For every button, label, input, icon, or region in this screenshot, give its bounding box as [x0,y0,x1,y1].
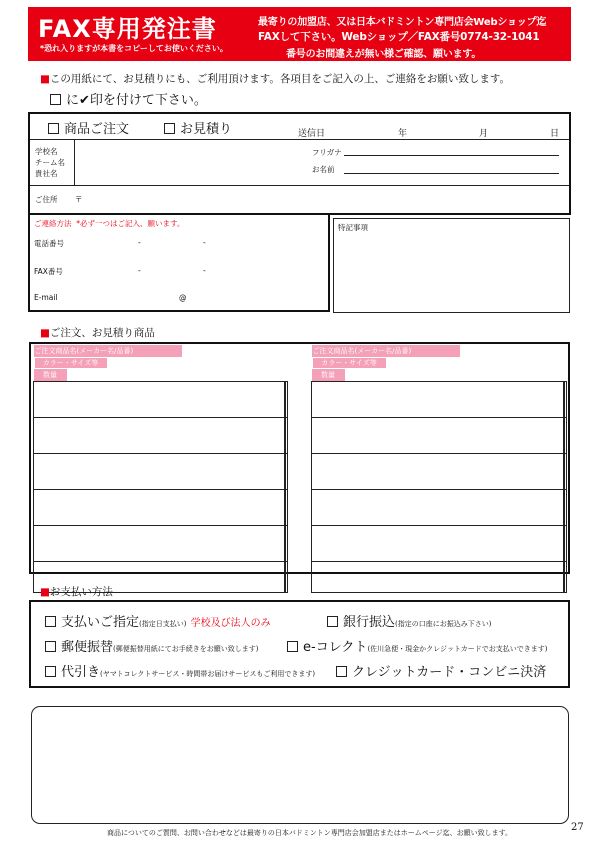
table-row[interactable] [312,526,567,562]
team-name-label: チーム名 [35,158,65,167]
table-row[interactable] [312,562,567,593]
table-row[interactable] [34,526,288,562]
products-table-left [33,345,288,593]
header-line-2: FAXして下さい。Webショップ／FAX番号0774-32-1041 [258,31,540,43]
credit-checkbox[interactable] [336,666,347,677]
email-label: E-mail [34,293,58,302]
payment-section-title: ■お支払い方法 [40,586,113,598]
table-row[interactable] [34,454,288,490]
remarks-box[interactable] [333,218,570,313]
payment-postal[interactable]: 郵便振替(郵便振替用紙にてお手続きをお願い致します) [45,636,258,655]
table-row[interactable] [34,382,288,418]
header-line-3: 番号のお間違えが無い様ご確認、願います。 [286,49,482,60]
footer-text: 商品についてのご質問、お問い合わせなどは最寄りの日本バドミントン専門店会加盟店またはホームページ迄、お願い致します。 [107,829,513,837]
col-color-size: カラー・サイズ等 [312,357,387,369]
products-section-title: ■ご注文、お見積り商品 [40,327,155,339]
day-label: 日 [550,129,560,139]
order-option[interactable]: 商品ご注文 [48,118,129,137]
phone-dash-2: - [203,238,206,247]
year-label: 年 [398,129,408,139]
estimate-checkbox[interactable] [164,123,175,134]
address-label: ご住所 [35,195,58,204]
col-quantity: 数量 [34,369,67,381]
payment-designated[interactable]: 支払いご指定(指定日支払い) 学校及び法人のみ [45,611,271,630]
fax-label: FAX番号 [34,267,63,276]
col-product-name: ご注文商品名(メーカー名/品番) [34,345,182,357]
ecollect-checkbox[interactable] [287,641,298,652]
email-at: @ [179,293,187,302]
header-subtitle: *恐れ入りますが本書をコピーしてお使いください。 [40,44,228,53]
page-number: 27 [571,822,584,833]
table-row[interactable] [34,490,288,526]
payment-cod[interactable]: 代引き(ヤマトコレクトサービス・時間帯お届けサービスもご利用できます) [45,661,315,680]
col-color-size: カラー・サイズ等 [34,357,108,369]
table-row[interactable] [34,418,288,454]
postal-checkbox[interactable] [45,641,56,652]
payment-ecollect[interactable]: e-コレクト(佐川急便・現金かクレジットカードでお支払いできます) [287,636,548,655]
col-quantity: 数量 [312,369,345,381]
cod-checkbox[interactable] [45,666,56,677]
header-line-1: 最寄りの加盟店、又は日本バドミントン専門店会Webショップ迄 [258,17,547,28]
designated-checkbox[interactable] [45,616,56,627]
estimate-option[interactable]: お見積り [164,118,232,137]
intro-check-instruction: に✔印を付けて下さい。 [50,89,207,108]
payment-bank[interactable]: 銀行振込(指定の口座にお振込み下さい) [327,611,491,630]
table-row[interactable] [312,418,567,454]
table-row[interactable] [312,454,567,490]
table-row[interactable] [312,490,567,526]
remarks-label: 特記事項 [338,223,368,232]
postal-mark: 〒 [75,195,83,204]
order-checkbox[interactable] [48,123,59,134]
your-name-label: お名前 [312,165,335,174]
school-name-label: 学校名 [35,147,58,156]
furigana-label: フリガナ [312,148,342,157]
intro-text: ■この用紙にて、お見積りにも、ご利用頂けます。各項目をご記入の上、ご連絡をお願い致します。 [40,73,511,85]
fax-dash-1: - [138,266,141,275]
notes-box[interactable] [31,706,569,824]
bank-checkbox[interactable] [327,616,338,627]
page-title: FAX専用発注書 [38,15,217,43]
fax-dash-2: - [203,266,206,275]
contact-method-label: ご連絡方法 *必ず一つはご記入、願います。 [34,219,185,228]
send-date-label: 送信日 [298,129,326,139]
checkbox-sample [50,94,61,105]
phone-dash-1: - [138,238,141,247]
checkmark-icon: ✔ [79,93,90,108]
month-label: 月 [479,129,489,139]
payment-credit[interactable]: クレジットカード・コンビニ決済 [336,661,546,680]
table-row[interactable] [312,382,567,418]
company-name-label: 貴社名 [35,169,58,178]
products-table-right [311,345,567,593]
phone-label: 電話番号 [34,239,64,248]
col-product-name: ご注文商品名(メーカー名/品番) [312,345,460,357]
